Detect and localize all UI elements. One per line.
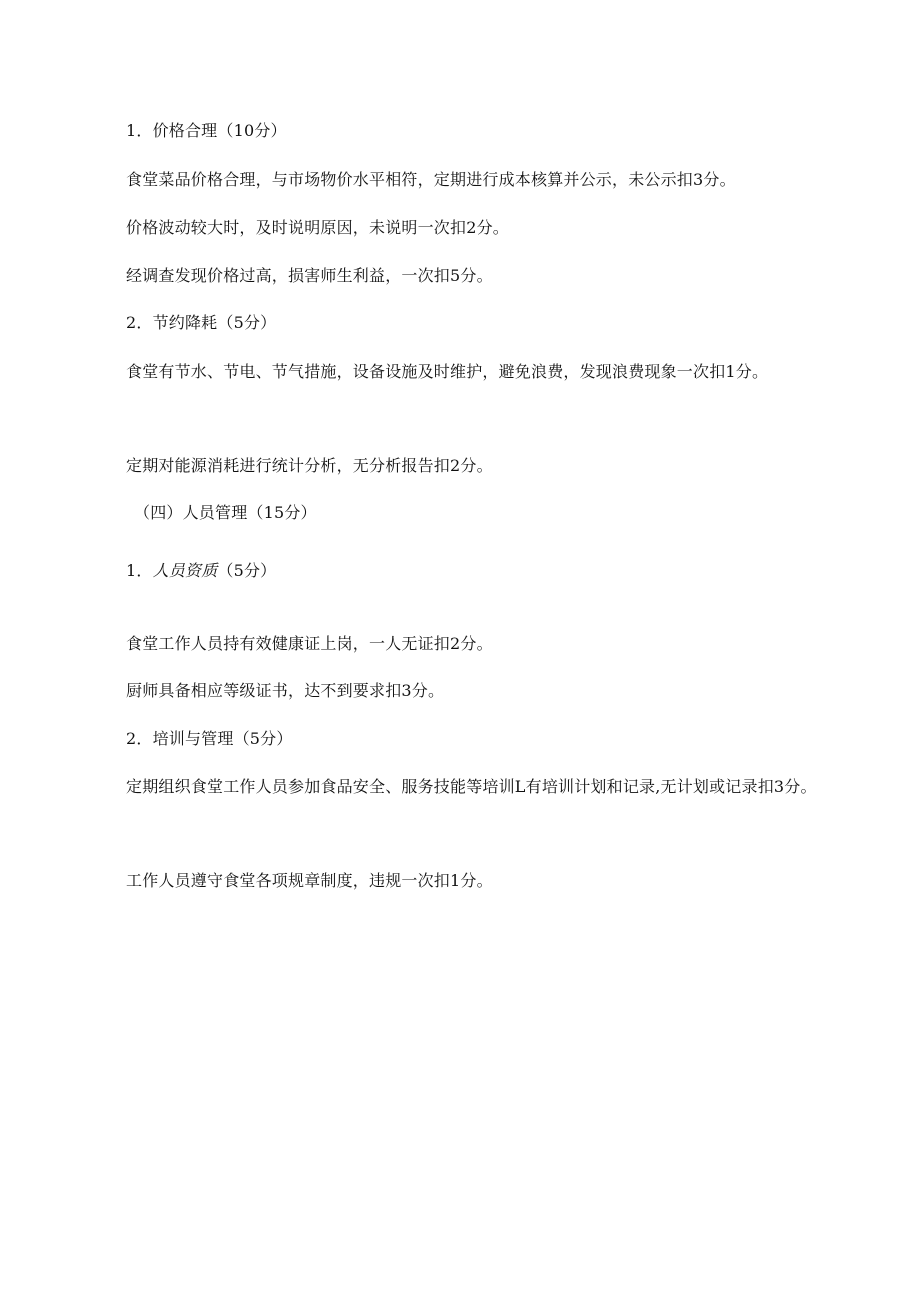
training-heading: 2．培训与管理（5分） xyxy=(126,729,293,748)
saving-heading: 2．节约降耗（5分） xyxy=(126,313,277,332)
qualification-heading-number: 1． xyxy=(126,561,153,580)
price-heading: 1．价格合理（10分） xyxy=(126,121,287,140)
saving-item-1: 食堂有节水、节电、节气措施，设备设施及时维护，避免浪费，发现浪费现象一次扣1分。 xyxy=(126,362,769,381)
qualification-heading xyxy=(126,561,276,581)
price-item-2: 价格波动较大时，及时说明原因，未说明一次扣2分。 xyxy=(126,218,509,237)
training-item-1: 定期组织食堂工作人员参加食品安全、服务技能等培训L有培训计划和记录,无计划或记录扣3分。 xyxy=(126,777,817,796)
saving-item-2: 定期对能源消耗进行统计分析，无分析报告扣2分。 xyxy=(126,456,493,475)
qualification-heading-title: 人员资质 xyxy=(152,561,218,580)
qualification-heading-score: （5分） xyxy=(217,561,277,580)
training-item-2: 工作人员遵守食堂各项规章制度，违规一次扣1分。 xyxy=(126,871,493,890)
price-item-3: 经调查发现价格过高，损害师生利益，一次扣5分。 xyxy=(126,266,493,285)
personnel-heading: （四）人员管理（15分） xyxy=(134,503,317,522)
price-item-1: 食堂菜品价格合理，与市场物价水平相符，定期进行成本核算并公示，未公示扣3分。 xyxy=(126,170,736,189)
qualification-item-2: 厨师具备相应等级证书，达不到要求扣3分。 xyxy=(126,681,445,700)
qualification-item-1: 食堂工作人员持有效健康证上岗，一人无证扣2分。 xyxy=(126,634,493,653)
